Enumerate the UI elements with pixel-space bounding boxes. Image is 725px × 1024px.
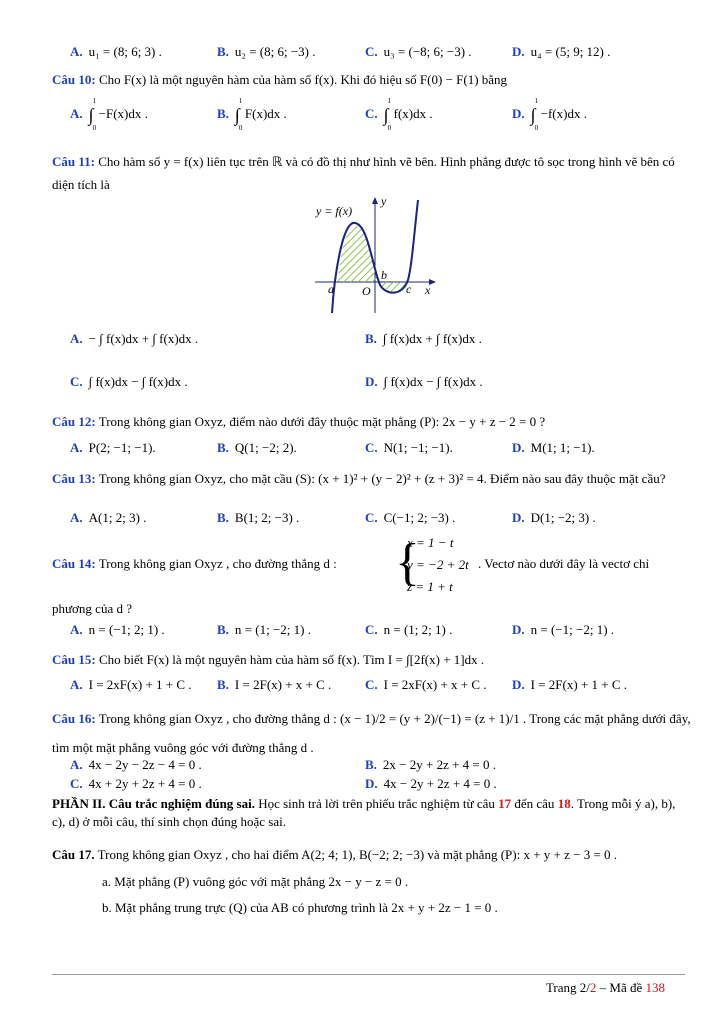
x-label: x <box>425 283 431 297</box>
y-label: y <box>381 195 387 208</box>
q10-option-b: B. ∫ 1 0 F(x)dx . <box>217 97 287 133</box>
origin-label: O <box>362 284 371 298</box>
q14-stem-cont: phương của d ? <box>52 601 132 616</box>
q12-option-b: B. Q(1; −2; 2). <box>217 440 297 455</box>
q16-stem: Câu 16: Trong không gian Oxyz , cho đường thẳng d : (x − 1)/2 = (y + 2)/(−1) = (z + 1)/1 . Trong các mặt phẳng dưới đây, <box>52 711 691 726</box>
q9-option-a: A. u₁ = (8; 6; 3) . <box>70 44 162 59</box>
q14-eq-1: x = 1 − t <box>407 535 454 550</box>
y-axis-arrow <box>372 197 378 204</box>
q17-item-a: a. Mặt phẳng (P) vuông góc với mặt phẳng 2x − y − z = 0 . <box>102 874 409 889</box>
q14-eq-2: y = −2 + 2t <box>407 557 469 572</box>
integral-sign: ∫ 1 0 <box>88 97 97 133</box>
footer-divider <box>52 974 685 975</box>
q12-option-c: C. N(1; −1; −1). <box>365 440 453 455</box>
integral-sign: ∫ 1 0 <box>383 97 392 133</box>
page-footer: Trang 2/2 – Mã đề 138 <box>545 980 665 995</box>
a-label: a <box>328 282 334 296</box>
q11-stem: Câu 11: Cho hàm số y = f(x) liên tục trên ℝ và có đồ thị như hình vẽ bên. Hình phẳng được tô sọc trong hình vẽ bên có diện tích là <box>52 154 675 192</box>
q13-option-a: A. A(1; 2; 3) . <box>70 510 147 525</box>
q13-option-c: C. C(−1; 2; −3) . <box>365 510 456 525</box>
q9-option-d: D. u₄ = (5; 9; 12) . <box>512 44 611 59</box>
integral-sign: ∫ 1 0 <box>234 97 243 133</box>
q16-option-b: B. 2x − 2y + 2z + 4 = 0 . <box>365 757 497 772</box>
q14-option-d: D. n = (−1; −2; 1) . <box>512 622 615 637</box>
q17-stem: Câu 17. Trong không gian Oxyz , cho hai điểm A(2; 4; 1), B(−2; 2; −3) và mặt phẳng (P): x + y + z − 3 = 0 . <box>52 847 618 862</box>
q16-stem-cont: tìm một mặt phẳng vuông góc với đường thẳng d . <box>52 740 314 755</box>
part2-heading: PHẦN II. Câu trắc nghiệm đúng sai. Học sinh trả lời trên phiếu trắc nghiệm từ câu 17 đến câu 18. Trong mỗi ý a), b), c), d) ở mỗi câu, thí sinh chọn đúng hoặc sai. <box>52 796 676 829</box>
q14-eq-3: z = 1 + t <box>407 579 453 594</box>
q11-option-a: A. − ∫ f(x)dx + ∫ f(x)dx . <box>70 331 199 346</box>
c-label: c <box>406 282 412 296</box>
q13-stem: Câu 13: Trong không gian Oxyz, cho mặt cầu (S): (x + 1)² + (y − 2)² + (z + 3)² = 4. Điểm nào sau đây thuộc mặt cầu? <box>52 471 666 486</box>
q11-option-c: C. ∫ f(x)dx − ∫ f(x)dx . <box>70 374 188 389</box>
q17-item-b: b. Mặt phẳng trung trực (Q) của AB có phương trình là 2x + y + 2z − 1 = 0 . <box>102 900 498 915</box>
q9-option-b: B. u₂ = (8; 6; −3) . <box>217 44 316 59</box>
q10-stem: Câu 10: Cho F(x) là một nguyên hàm của hàm số f(x). Khi đó hiệu số F(0) − F(1) bằng <box>52 72 508 87</box>
hatched-region-left <box>338 223 378 282</box>
integral-sign: ∫ 1 0 <box>530 97 539 133</box>
q10-option-a: A. ∫ 1 0 −F(x)dx . <box>70 97 148 133</box>
function-label: y = f(x) <box>316 204 353 218</box>
q14-system <box>395 532 469 598</box>
q17-label: Câu 17. <box>52 847 95 862</box>
q10-option-c: C. ∫ 1 0 f(x)dx . <box>365 97 433 133</box>
q12-option-d: D. M(1; 1; −1). <box>512 440 595 455</box>
q16-option-a: A. 4x − 2y − 2z − 4 = 0 . <box>70 757 202 772</box>
brace: { <box>395 534 420 591</box>
q14-option-b: B. n = (1; −2; 1) . <box>217 622 311 637</box>
q16-option-d: D. 4x − 2y + 2z + 4 = 0 . <box>365 776 497 791</box>
q11-option-d: D. ∫ f(x)dx − ∫ f(x)dx . <box>365 374 483 389</box>
q15-option-b: B. I = 2F(x) + x + C . <box>217 677 332 692</box>
q15-stem: Câu 15: Cho biết F(x) là một nguyên hàm của hàm số f(x). Tìm I = ∫[2f(x) + 1]dx . <box>52 652 485 667</box>
q11-graph <box>310 195 440 315</box>
q11-option-b: B. ∫ f(x)dx + ∫ f(x)dx . <box>365 331 482 346</box>
q13-option-d: D. D(1; −2; 3) . <box>512 510 596 525</box>
q15-option-d: D. I = 2F(x) + 1 + C . <box>512 677 628 692</box>
q15-option-a: A. I = 2xF(x) + 1 + C . <box>70 677 192 692</box>
q13-option-b: B. B(1; 2; −3) . <box>217 510 300 525</box>
q14-stem: Câu 14: Trong không gian Oxyz , cho đường thẳng d : <box>52 556 337 571</box>
q12-stem: Câu 12: Trong không gian Oxyz, điểm nào dưới đây thuộc mặt phẳng (P): 2x − y + z − 2 = 0 ? <box>52 414 546 429</box>
q10-option-d: D. ∫ 1 0 −f(x)dx . <box>512 97 587 133</box>
b-label: b <box>381 268 387 282</box>
q14-stem-tail: . Vectơ nào dưới đây là vectơ chỉ <box>478 556 650 571</box>
q12-option-a: A. P(2; −1; −1). <box>70 440 156 455</box>
q9-option-c: C. u₃ = (−8; 6; −3) . <box>365 44 472 59</box>
q15-option-c: C. I = 2xF(x) + x + C . <box>365 677 487 692</box>
part2-title: PHẦN II. Câu trắc nghiệm đúng sai. <box>52 796 255 811</box>
q14-option-c: C. n = (1; 2; 1) . <box>365 622 453 637</box>
q16-option-c: C. 4x + 2y + 2z + 4 = 0 . <box>70 776 202 791</box>
q14-option-a: A. n = (−1; 2; 1) . <box>70 622 165 637</box>
